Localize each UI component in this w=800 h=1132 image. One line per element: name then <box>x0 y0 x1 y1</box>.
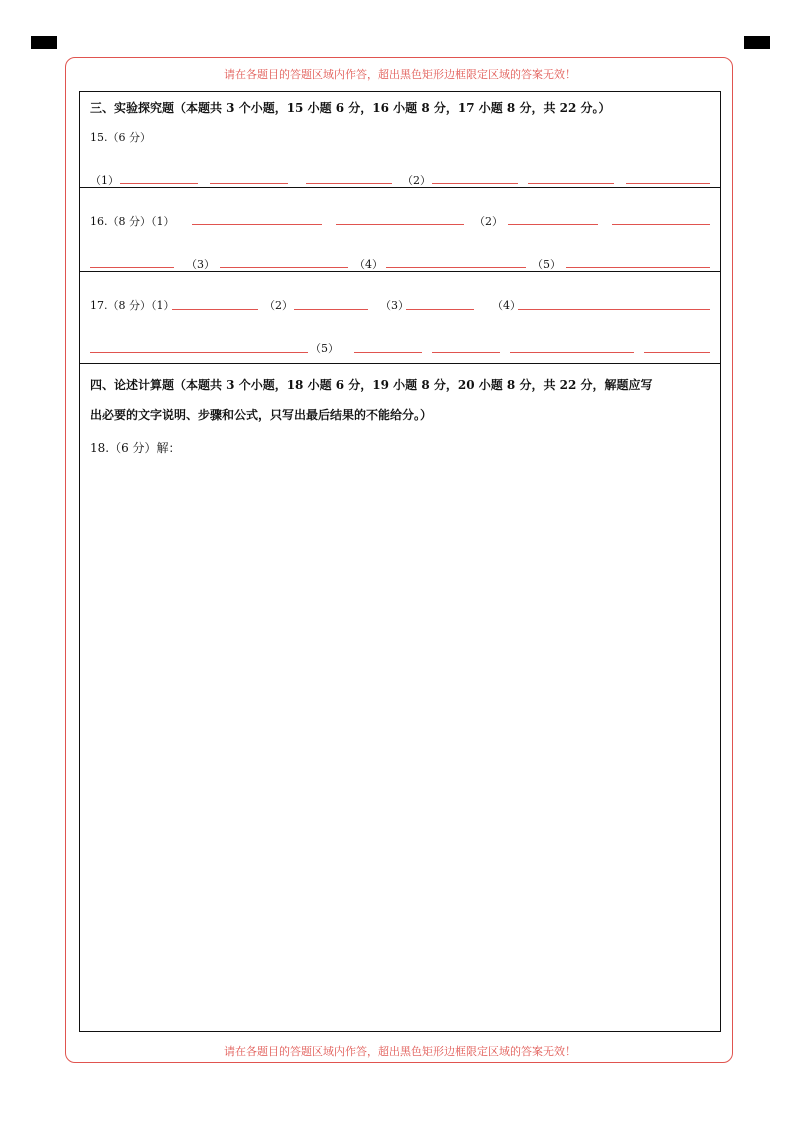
q16-blank-7[interactable] <box>386 267 526 268</box>
registration-marker-left <box>31 36 57 49</box>
q16-blank-2[interactable] <box>336 224 464 225</box>
q17-blank-4[interactable] <box>518 309 710 310</box>
q17-part4-label: （4） <box>492 299 521 312</box>
q17-blank-1[interactable] <box>172 309 258 310</box>
q15-label: 15.（6 分） <box>90 131 151 144</box>
divider-section3-section4 <box>80 363 720 364</box>
q17-blank-2[interactable] <box>294 309 368 310</box>
q16-blank-3[interactable] <box>508 224 598 225</box>
q16-label: 16.（8 分）（1） <box>90 215 175 228</box>
q18-answer-area[interactable] <box>80 462 720 1031</box>
registration-marker-right <box>744 36 770 49</box>
q17-part3-label: （3） <box>380 299 409 312</box>
q17-part2-label: （2） <box>264 299 293 312</box>
q16-part2-label: （2） <box>474 215 503 228</box>
q15-part2-label: （2） <box>402 174 431 187</box>
top-notice: 请在各题目的答题区域内作答，超出黑色矩形边框限定区域的答案无效！ <box>224 68 576 81</box>
section3-heading: 三、实验探究题（本题共 3 个小题，15 小题 6 分，16 小题 8 分，17 小题 8 分，共 22 分。） <box>90 101 611 115</box>
q16-part4-label: （4） <box>354 258 383 271</box>
section4-heading-line1: 四、论述计算题（本题共 3 个小题，18 小题 6 分，19 小题 8 分，20 小题 8 分，共 22 分，解题应写 <box>90 378 653 392</box>
q15-blank-6[interactable] <box>626 183 710 184</box>
q17-blank-3[interactable] <box>406 309 474 310</box>
divider-16-17 <box>80 271 720 272</box>
q16-blank-5[interactable] <box>90 267 174 268</box>
bottom-notice: 请在各题目的答题区域内作答，超出黑色矩形边框限定区域的答案无效！ <box>224 1045 576 1058</box>
section4-heading-line2: 出必要的文字说明、步骤和公式，只写出最后结果的不能给分。） <box>90 408 433 422</box>
q16-blank-8[interactable] <box>566 267 710 268</box>
divider-15-16 <box>80 187 720 188</box>
q16-blank-6[interactable] <box>220 267 348 268</box>
q16-part3-label: （3） <box>186 258 215 271</box>
q15-blank-1[interactable] <box>120 183 198 184</box>
q18-label: 18.（6 分）解： <box>90 441 181 455</box>
q17-blank-6[interactable] <box>354 352 422 353</box>
q17-part5-label: （5） <box>310 342 339 355</box>
q17-label: 17.（8 分）（1） <box>90 299 175 312</box>
q16-blank-1[interactable] <box>192 224 322 225</box>
q16-part5-label: （5） <box>532 258 561 271</box>
q15-blank-5[interactable] <box>528 183 614 184</box>
q17-blank-7[interactable] <box>432 352 500 353</box>
q15-part1-label: （1） <box>90 174 119 187</box>
q17-blank-9[interactable] <box>644 352 710 353</box>
q15-blank-3[interactable] <box>306 183 392 184</box>
q16-blank-4[interactable] <box>612 224 710 225</box>
q15-blank-4[interactable] <box>432 183 518 184</box>
q17-blank-5[interactable] <box>90 352 308 353</box>
q17-blank-8[interactable] <box>510 352 634 353</box>
q15-blank-2[interactable] <box>210 183 288 184</box>
answer-box <box>79 91 721 1032</box>
